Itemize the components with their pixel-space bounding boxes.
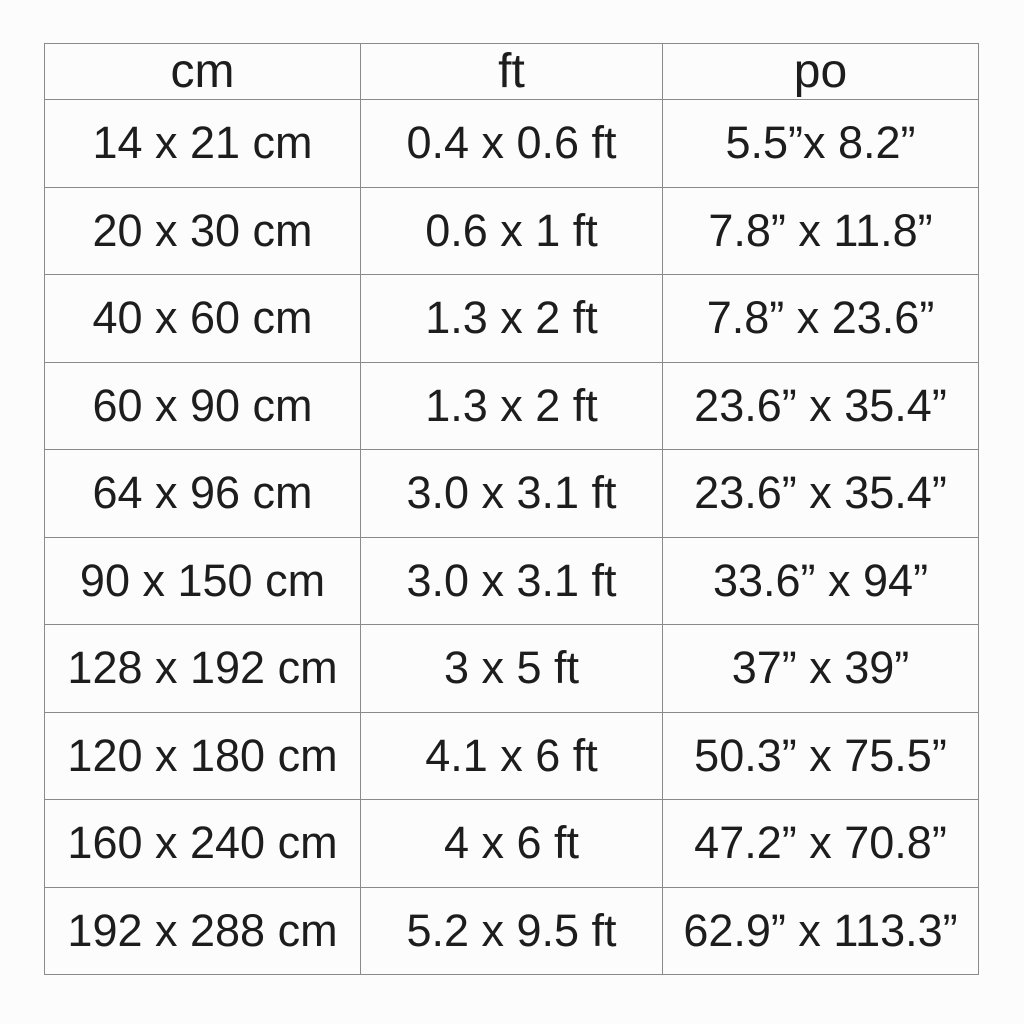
cell-po: 23.6” x 35.4” [663,450,979,538]
column-header-ft: ft [361,44,663,100]
table-row [45,275,979,363]
cell-cm: 60 x 90 cm [45,362,361,450]
cell-ft: 4.1 x 6 ft [361,712,663,800]
cell-cm: 160 x 240 cm [45,800,361,888]
cell-po: 47.2” x 70.8” [663,800,979,888]
table-row [45,187,979,275]
table-row [45,450,979,538]
column-header-cm: cm [45,44,361,100]
cell-ft: 3.0 x 3.1 ft [361,450,663,538]
cell-po: 50.3” x 75.5” [663,712,979,800]
cell-ft: 1.3 x 2 ft [361,362,663,450]
table-row [45,537,979,625]
size-conversion-table-wrap [44,43,978,975]
cell-po: 33.6” x 94” [663,537,979,625]
cell-po: 23.6” x 35.4” [663,362,979,450]
table-body [45,100,979,975]
cell-ft: 3.0 x 3.1 ft [361,537,663,625]
cell-po: 7.8” x 11.8” [663,187,979,275]
table-row [45,887,979,975]
cell-ft: 1.3 x 2 ft [361,275,663,363]
cell-po: 37” x 39” [663,625,979,713]
cell-cm: 40 x 60 cm [45,275,361,363]
table-header [45,44,979,100]
cell-cm: 64 x 96 cm [45,450,361,538]
cell-ft: 0.4 x 0.6 ft [361,100,663,188]
cell-ft: 5.2 x 9.5 ft [361,887,663,975]
table-row [45,100,979,188]
cell-po: 62.9” x 113.3” [663,887,979,975]
table-row [45,362,979,450]
cell-cm: 90 x 150 cm [45,537,361,625]
table-row [45,800,979,888]
column-header-po: po [663,44,979,100]
cell-cm: 20 x 30 cm [45,187,361,275]
size-conversion-table [44,43,979,975]
cell-ft: 0.6 x 1 ft [361,187,663,275]
cell-po: 5.5”x 8.2” [663,100,979,188]
cell-cm: 14 x 21 cm [45,100,361,188]
cell-cm: 192 x 288 cm [45,887,361,975]
table-row [45,712,979,800]
cell-cm: 128 x 192 cm [45,625,361,713]
cell-po: 7.8” x 23.6” [663,275,979,363]
header-row [45,44,979,100]
cell-ft: 3 x 5 ft [361,625,663,713]
cell-ft: 4 x 6 ft [361,800,663,888]
table-row [45,625,979,713]
cell-cm: 120 x 180 cm [45,712,361,800]
